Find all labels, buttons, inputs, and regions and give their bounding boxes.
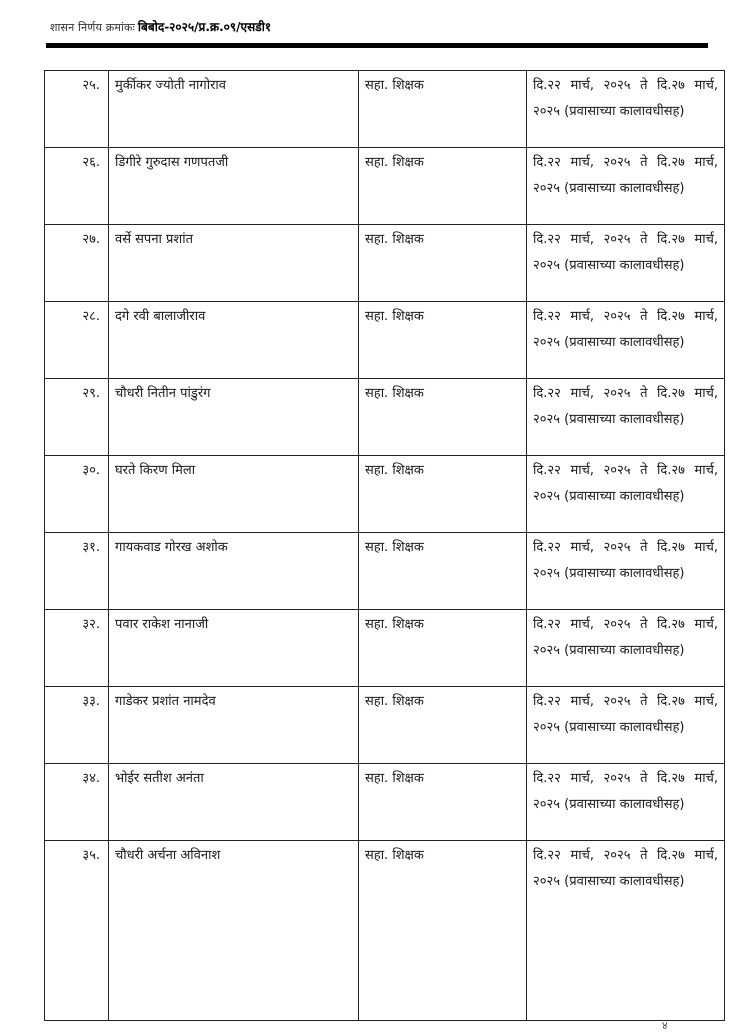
teacher-name-cell: वर्से सपना प्रशांत: [109, 225, 359, 302]
designation-cell: सहा. शिक्षक: [359, 379, 527, 456]
gr-reference-number: बिबोद-२०२५/प्र.क्र.०९/एसडी१: [137, 20, 272, 34]
teacher-name-cell: मुर्कीकर ज्योती नागोराव: [109, 71, 359, 148]
designation-cell: सहा. शिक्षक: [359, 841, 527, 1021]
page-number: ४: [662, 1019, 668, 1032]
table-row: [45, 225, 725, 302]
serial-number-cell: ३२.: [45, 610, 109, 687]
serial-number-cell: ३०.: [45, 456, 109, 533]
designation-cell: सहा. शिक्षक: [359, 456, 527, 533]
serial-number-cell: ३१.: [45, 533, 109, 610]
teacher-name-cell: घरते किरण मिला: [109, 456, 359, 533]
designation-cell: सहा. शिक्षक: [359, 302, 527, 379]
teacher-name-cell: डिगीरे गुरुदास गणपतजी: [109, 148, 359, 225]
table-row: [45, 456, 725, 533]
table-row: [45, 148, 725, 225]
teacher-name-cell: चौधरी नितीन पांडुरंग: [109, 379, 359, 456]
designation-cell: सहा. शिक्षक: [359, 225, 527, 302]
gr-number-label: शासन निर्णय क्रमांकः: [50, 21, 135, 34]
designation-cell: सहा. शिक्षक: [359, 764, 527, 841]
period-cell: दि.२२ मार्च, २०२५ ते दि.२७ मार्च, २०२५ (प्रवासाच्या कालावधीसह): [527, 533, 725, 610]
serial-number-cell: ३४.: [45, 764, 109, 841]
period-cell: दि.२२ मार्च, २०२५ ते दि.२७ मार्च, २०२५ (प्रवासाच्या कालावधीसह): [527, 225, 725, 302]
table-row: [45, 379, 725, 456]
period-cell: दि.२२ मार्च, २०२५ ते दि.२७ मार्च, २०२५ (प्रवासाच्या कालावधीसह): [527, 687, 725, 764]
period-cell: दि.२२ मार्च, २०२५ ते दि.२७ मार्च, २०२५ (प्रवासाच्या कालावधीसह): [527, 610, 725, 687]
serial-number-cell: ३५.: [45, 841, 109, 1021]
serial-number-cell: २९.: [45, 379, 109, 456]
teacher-name-cell: चौधरी अर्चना अविनाश: [109, 841, 359, 1021]
table-row: [45, 687, 725, 764]
serial-number-cell: २८.: [45, 302, 109, 379]
teacher-name-cell: दगे रवी बालाजीराव: [109, 302, 359, 379]
period-cell: दि.२२ मार्च, २०२५ ते दि.२७ मार्च, २०२५ (प्रवासाच्या कालावधीसह): [527, 764, 725, 841]
header-rule: [46, 43, 708, 48]
serial-number-cell: ३३.: [45, 687, 109, 764]
serial-number-cell: २६.: [45, 148, 109, 225]
table-row: [45, 841, 725, 1021]
teacher-name-cell: गायकवाड गोरख अशोक: [109, 533, 359, 610]
teacher-name-cell: पवार राकेश नानाजी: [109, 610, 359, 687]
serial-number-cell: २७.: [45, 225, 109, 302]
designation-cell: सहा. शिक्षक: [359, 148, 527, 225]
period-cell: दि.२२ मार्च, २०२५ ते दि.२७ मार्च, २०२५ (प्रवासाच्या कालावधीसह): [527, 71, 725, 148]
table-row: [45, 764, 725, 841]
table-row: [45, 533, 725, 610]
table-row: [45, 302, 725, 379]
period-cell: दि.२२ मार्च, २०२५ ते दि.२७ मार्च, २०२५ (प्रवासाच्या कालावधीसह): [527, 148, 725, 225]
serial-number-cell: २५.: [45, 71, 109, 148]
period-cell: दि.२२ मार्च, २०२५ ते दि.२७ मार्च, २०२५ (प्रवासाच्या कालावधीसह): [527, 841, 725, 1021]
teachers-table: [44, 70, 725, 1021]
document-header: [50, 18, 710, 40]
teacher-name-cell: गाडेकर प्रशांत नामदेव: [109, 687, 359, 764]
designation-cell: सहा. शिक्षक: [359, 687, 527, 764]
designation-cell: सहा. शिक्षक: [359, 533, 527, 610]
period-cell: दि.२२ मार्च, २०२५ ते दि.२७ मार्च, २०२५ (प्रवासाच्या कालावधीसह): [527, 302, 725, 379]
designation-cell: सहा. शिक्षक: [359, 71, 527, 148]
table-row: [45, 610, 725, 687]
period-cell: दि.२२ मार्च, २०२५ ते दि.२७ मार्च, २०२५ (प्रवासाच्या कालावधीसह): [527, 379, 725, 456]
teacher-name-cell: भोईर सतीश अनंता: [109, 764, 359, 841]
period-cell: दि.२२ मार्च, २०२५ ते दि.२७ मार्च, २०२५ (प्रवासाच्या कालावधीसह): [527, 456, 725, 533]
table-row: [45, 71, 725, 148]
designation-cell: सहा. शिक्षक: [359, 610, 527, 687]
